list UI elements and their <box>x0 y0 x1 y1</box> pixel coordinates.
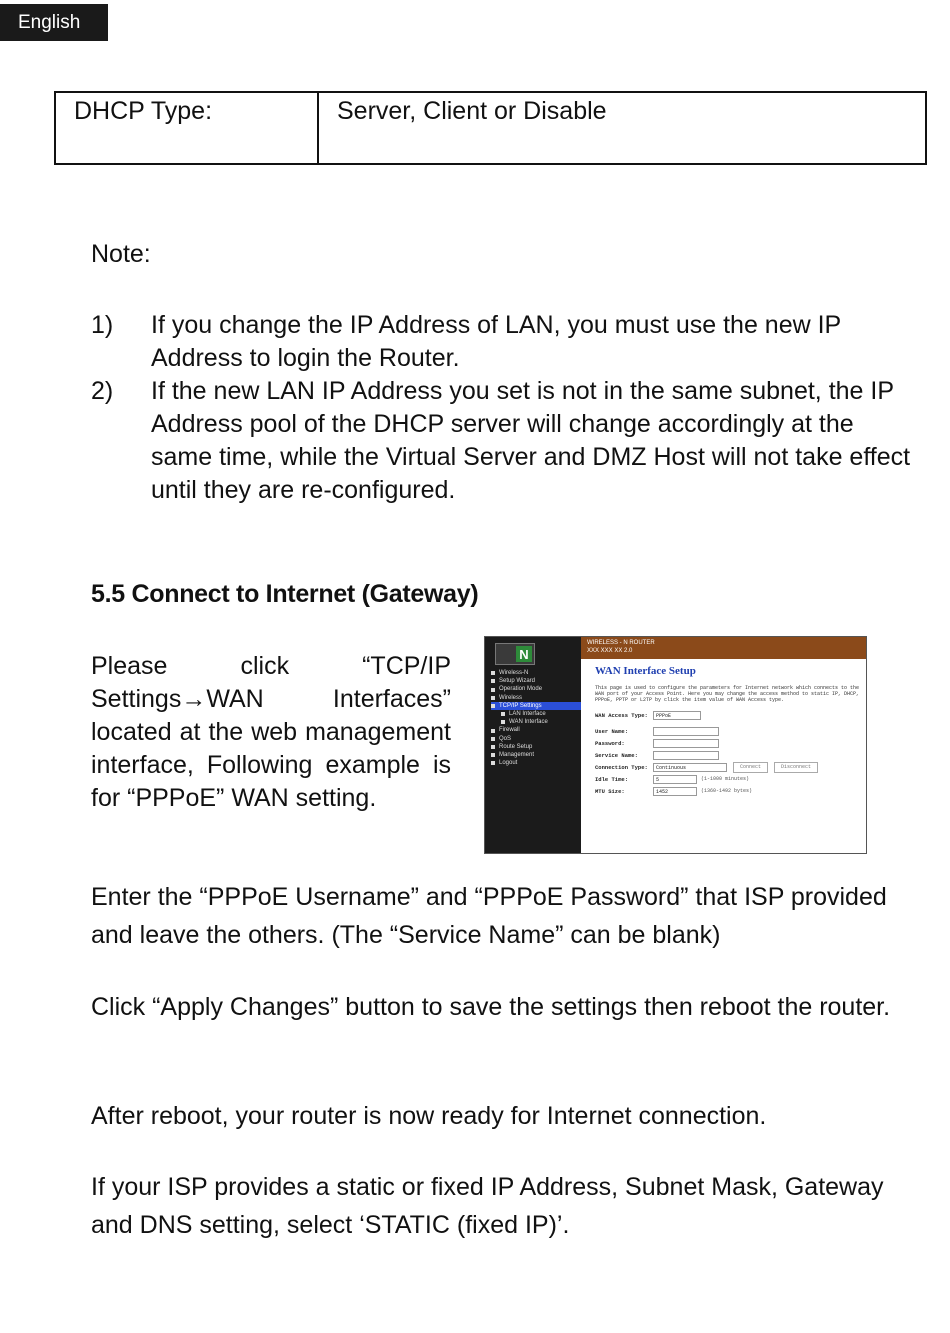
static-ip-paragraph: If your ISP provides a static or fixed IP Address, Subnet Mask, Gateway and DNS setting, select ‘STATIC (fixed IP)’. <box>91 1173 884 1239</box>
screenshot-menu <box>491 669 581 767</box>
menu-item: Route Setup <box>491 743 581 751</box>
page-icon <box>501 720 505 724</box>
dhcp-type-table <box>54 91 927 165</box>
menu-item-active: TCP/IP Settings <box>491 702 581 710</box>
folder-icon <box>491 688 495 692</box>
note-item-text: If you change the IP Address of LAN, you must use the new IP Address to login the Router. <box>151 311 841 372</box>
user-name-row: User Name: <box>595 725 860 737</box>
wan-access-select: PPPoE <box>653 711 701 720</box>
screenshot-description: This page is used to configure the parameters for Internet network which connects to the WAN port of your Access Point. Here you may change the access method to static IP, DHCP, PPPoE, PPTP or L2TP by click the item value of WAN Access type. <box>595 685 860 703</box>
menu-item: Logout <box>491 759 581 767</box>
note-item-number: 2) <box>91 377 114 405</box>
dhcp-type-label: DHCP Type: <box>56 93 319 163</box>
password-row: Password: <box>595 737 860 749</box>
note-label: Note: <box>91 240 151 268</box>
folder-icon <box>491 729 495 733</box>
note-item-text: If the new LAN IP Address you set is not in the same subnet, the IP Address pool of the DHCP server will change accordingly at the same time, while the Virtual Server and DMZ Host will not take effect until they are re-configured. <box>151 377 911 504</box>
note-item-number: 1) <box>91 311 114 339</box>
language-tab: English <box>0 4 108 41</box>
note-item-1 <box>91 309 911 375</box>
connection-type-row: Connection Type: Continuous Connect Disconnect <box>595 761 860 773</box>
mtu-size-row: MTU Size: 1452 (1360-1492 bytes) <box>595 787 753 795</box>
folder-icon <box>491 761 495 765</box>
service-name-field <box>653 751 719 760</box>
folder-icon <box>491 745 495 749</box>
folder-icon <box>491 679 495 683</box>
note-item-2 <box>91 375 911 507</box>
screenshot-title: WAN Interface Setup <box>595 665 696 677</box>
wan-access-row: WAN Access Type: PPPoE <box>595 709 860 721</box>
mtu-size-field: 1452 <box>653 787 697 796</box>
folder-icon <box>491 671 495 675</box>
connection-type-select: Continuous <box>653 763 727 772</box>
note-list <box>91 309 911 507</box>
user-name-field <box>653 727 719 736</box>
connect-button: Connect <box>733 762 768 773</box>
menu-item: Wireless <box>491 694 581 702</box>
screenshot-header <box>581 637 866 659</box>
pppoe-credentials-paragraph: Enter the “PPPoE Username” and “PPPoE Password” that ISP provided and leave the others. (The “Service Name” can be blank) <box>91 883 887 949</box>
screenshot-header-title: WIRELESS - N ROUTER <box>587 640 655 646</box>
router-ui-screenshot <box>484 636 867 854</box>
menu-item: Management <box>491 751 581 759</box>
menu-item: Wireless-N <box>491 669 581 677</box>
after-reboot-paragraph: After reboot, your router is now ready for Internet connection. <box>91 1102 767 1130</box>
menu-item: Firewall <box>491 726 581 734</box>
menu-item: QoS <box>491 735 581 743</box>
screenshot-header-model: XXX XXX XX 2.0 <box>587 648 633 654</box>
intro-paragraph: Please click “TCP/IP Settings→WAN Interfaces” located at the web management interface, Following example is for “PPPoE” WAN setting. <box>91 652 451 812</box>
menu-item: Setup Wizard <box>491 677 581 685</box>
screenshot-sidebar <box>485 637 581 853</box>
router-logo <box>495 643 535 665</box>
disconnect-button: Disconnect <box>774 762 818 773</box>
password-field <box>653 739 719 748</box>
logo-letter: N <box>516 646 532 662</box>
page-icon <box>501 712 505 716</box>
folder-icon <box>491 704 495 708</box>
idle-time-row: Idle Time: 5 (1-1000 minutes) <box>595 775 750 783</box>
folder-icon <box>491 753 495 757</box>
idle-time-field: 5 <box>653 775 697 784</box>
apply-changes-paragraph: Click “Apply Changes” button to save the settings then reboot the router. <box>91 993 891 1021</box>
section-heading: 5.5 Connect to Internet (Gateway) <box>91 580 479 608</box>
folder-icon <box>491 696 495 700</box>
menu-subitem: WAN Interface <box>491 718 581 726</box>
screenshot-main <box>595 665 860 797</box>
menu-subitem: LAN Interface <box>491 710 581 718</box>
folder-icon <box>491 737 495 741</box>
dhcp-type-value: Server, Client or Disable <box>337 97 607 125</box>
service-name-row: Service Name: <box>595 749 860 761</box>
menu-item: Operation Mode <box>491 685 581 693</box>
